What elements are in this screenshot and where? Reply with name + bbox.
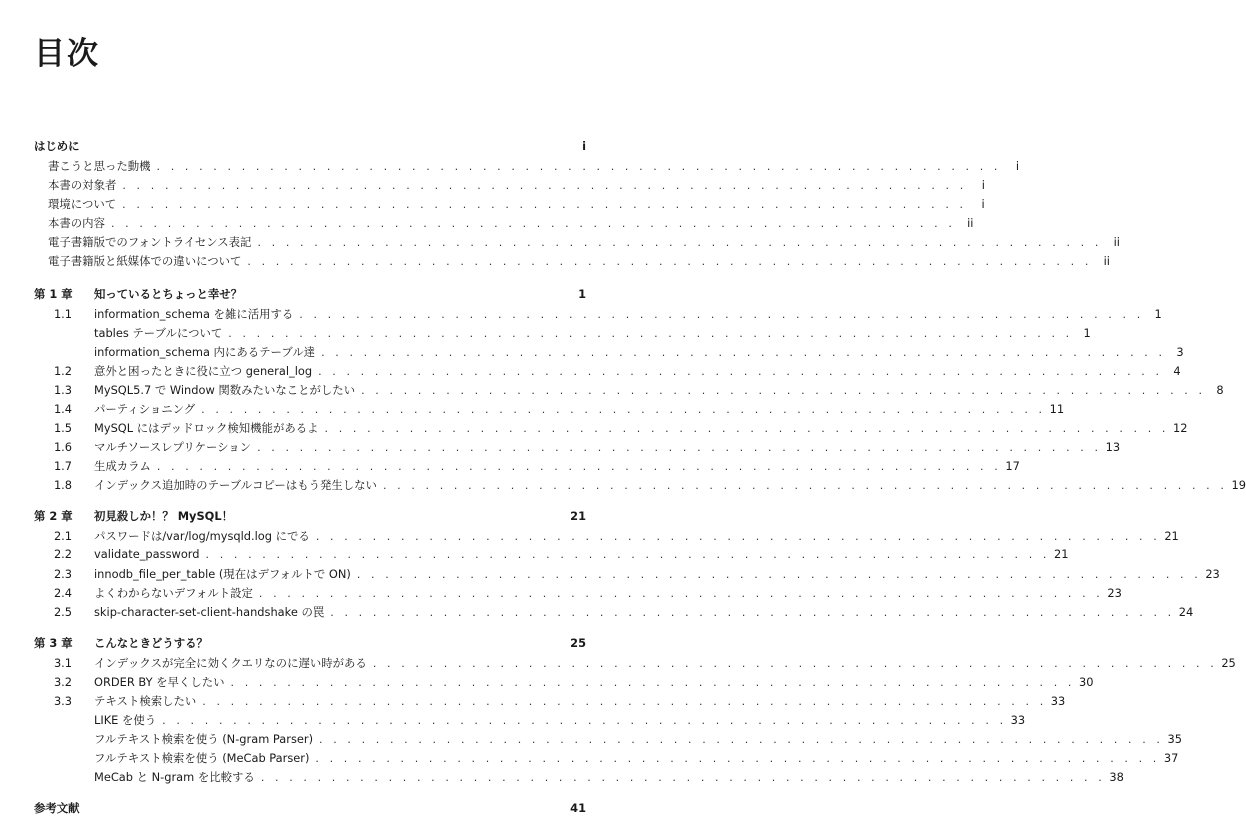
toc-entry[interactable] (34, 458, 1020, 477)
dot-leader: . . . . . . . . . . . . . . . . . . . . . . . . . . . . . . . . . . . . . . . . . . . . . . . . . . . . . . . . . . . . (315, 752, 1160, 765)
dot-leader: . . . . . . . . . . . . . . . . . . . . . . . . . . . . . . . . . . . . . . . . . . . . . . . . . . . . . . . . . . . . (201, 403, 1046, 416)
toc-entry-page: 21 (1054, 547, 1069, 561)
dot-leader: . . . . . . . . . . . . . . . . . . . . . . . . . . . . . . . . . . . . . . . . . . . . . . . . . . . . . . . . . . . . (321, 346, 1166, 359)
dot-leader: . . . . . . . . . . . . . . . . . . . . . . . . . . . . . . . . . . . . . . . . . . . . . . . . . . . . . . . . . . . . (382, 479, 1228, 492)
section-number: 2.2 (53, 547, 73, 561)
chapter-title: こんなときどうする？ (94, 636, 208, 650)
toc-entry-page: 25 (1221, 656, 1236, 670)
toc-entry-page: 8 (1216, 383, 1224, 397)
toc-entry-page: 38 (1109, 770, 1124, 784)
toc-chapter-heading[interactable] (34, 286, 586, 306)
toc-entry[interactable] (34, 547, 1069, 566)
toc-entry[interactable] (34, 344, 1184, 363)
toc-entry-references[interactable] (34, 800, 586, 820)
toc-entry[interactable] (34, 158, 1020, 177)
toc-entry-page: i (981, 197, 985, 211)
toc-entry-title: フルテキスト検索を使う (N-gram Parser) (94, 732, 314, 746)
toc-entry[interactable] (34, 750, 1179, 769)
toc-entry-page: i (981, 178, 985, 192)
toc-entry-page: 1 (1154, 307, 1162, 321)
toc-section-chapter-2 (34, 508, 1220, 623)
toc-entry-title: tables テーブルについて (94, 326, 223, 340)
toc-entry-title: インデックス追加時のテーブルコピーはもう発生しない (94, 478, 377, 492)
section-number: 1.8 (53, 478, 73, 492)
toc-entry-title: 本書の対象者 (48, 178, 117, 192)
dot-leader: . . . . . . . . . . . . . . . . . . . . . . . . . . . . . . . . . . . . . . . . . . . . . . . . . . . . . . . . . . . . (330, 606, 1175, 619)
toc-entry-page: 41 (570, 801, 586, 815)
chapter-title: 知っているとちょっと幸せ？ (94, 287, 243, 301)
toc-entry-title: パーティショニング (94, 402, 196, 416)
toc-entry-page: i (1015, 159, 1020, 173)
dot-leader: . . . . . . . . . . . . . . . . . . . . . . . . . . . . . . . . . . . . . . . . . . . . . . . . . . . . . . . . . . . . (318, 365, 1163, 378)
toc-entry[interactable] (34, 420, 1188, 439)
toc-entry-title: MeCab と N-gram を比較する (94, 770, 255, 784)
dot-leader: . . . . . . . . . . . . . . . . . . . . . . . . . . . . . . . . . . . . . . . . . . . . . . . . . . . . . . . . . . . . (162, 714, 1007, 727)
section-number: 1.5 (53, 421, 73, 435)
toc-entry[interactable] (34, 363, 1181, 382)
section-number: 2.3 (53, 567, 73, 581)
dot-leader: . . . . . . . . . . . . . . . . . . . . . . . . . . . . . . . . . . . . . . . . . . . . . . . . . . . . . . . . . . . . (361, 384, 1206, 397)
toc-entry-title: 意外と困ったときに役に立つ general_log (94, 364, 313, 378)
chapter-title: 初見殺しか！？ MySQL！ (94, 509, 233, 523)
toc-entry[interactable] (34, 477, 1246, 496)
toc-entry-title: information_schema を雑に活用する (94, 307, 294, 321)
dot-leader: . . . . . . . . . . . . . . . . . . . . . . . . . . . . . . . . . . . . . . . . . . . . . . . . . . . . . . . . . . . . (315, 530, 1161, 543)
section-number: 3.2 (53, 675, 73, 689)
toc-entry-page: 30 (1079, 675, 1094, 689)
toc-entry[interactable] (34, 439, 1121, 458)
toc-entry-page: ii (1103, 254, 1110, 268)
chapter-label: 第 1 章 (34, 287, 73, 301)
toc-entry-page: 37 (1163, 751, 1179, 765)
toc-entry-title: 生成カラム (94, 459, 151, 473)
toc-entry-title: skip-character-set-client-handshake の罠 (94, 605, 325, 619)
dot-leader: . . . . . . . . . . . . . . . . . . . . . . . . . . . . . . . . . . . . . . . . . . . . . . . . . . . . . . . . . . . . (299, 308, 1144, 321)
toc-entry-page: 33 (1010, 713, 1026, 727)
dot-leader: . . . . . . . . . . . . . . . . . . . . . . . . . . . . . . . . . . . . . . . . . . . . . . . . . . . . . . . . . . . . (324, 422, 1170, 435)
chapter-label: 第 2 章 (34, 509, 73, 523)
toc-entry-page: 21 (1164, 529, 1179, 543)
section-number: 3.1 (53, 656, 73, 670)
toc-entry-page: 25 (570, 636, 586, 650)
toc-entry-page: 21 (570, 509, 586, 523)
section-number: 3.3 (53, 694, 73, 708)
toc-entry-title: 環境について (48, 197, 117, 211)
page-title: 目次 (34, 36, 100, 72)
toc-entry-page: 11 (1049, 402, 1065, 416)
toc-entry-page: 13 (1105, 440, 1121, 454)
section-number: 1.3 (53, 383, 73, 397)
toc-entry-page: 1 (578, 287, 586, 301)
toc-entry[interactable] (34, 712, 1026, 731)
toc-entry-page: 23 (1107, 586, 1122, 600)
section-number: 1.4 (53, 402, 73, 416)
toc-entry-page: 12 (1173, 421, 1188, 435)
toc-entry[interactable] (34, 731, 1183, 750)
dot-leader: . . . . . . . . . . . . . . . . . . . . . . . . . . . . . . . . . . . . . . . . . . . . . . . . . . . . . . . . . . . . (372, 657, 1218, 670)
toc-entry-title: インデックスが完全に効くクエリなのに遅い時がある (94, 656, 367, 670)
toc-entry-page: 3 (1176, 345, 1184, 359)
toc-entry-title: よくわからないデフォルト設定 (94, 586, 253, 600)
section-number: 2.1 (53, 529, 73, 543)
table-of-contents (34, 138, 1246, 832)
toc-entry[interactable] (34, 401, 1065, 420)
toc-entry[interactable] (34, 215, 974, 234)
toc-entry[interactable] (34, 234, 1120, 253)
toc-section-intro (34, 138, 1120, 272)
toc-entry[interactable] (34, 566, 1220, 585)
dot-leader: . . . . . . . . . . . . . . . . . . . . . . . . . . . . . . . . . . . . . . . . . . . . . . . . . . . . . . . . . . . . (122, 179, 967, 192)
dot-leader: . . . . . . . . . . . . . . . . . . . . . . . . . . . . . . . . . . . . . . . . . . . . . . . . . . . . . . . . . . . . (205, 548, 1051, 561)
dot-leader: . . . . . . . . . . . . . . . . . . . . . . . . . . . . . . . . . . . . . . . . . . . . . . . . . . . . . . . . . . . . (257, 236, 1102, 249)
toc-entry-page: ii (1113, 235, 1120, 249)
toc-entry-title: MySQL5.7 で Window 関数みたいなことがしたい (94, 383, 356, 397)
toc-entry-page: 4 (1173, 364, 1181, 378)
dot-leader: . . . . . . . . . . . . . . . . . . . . . . . . . . . . . . . . . . . . . . . . . . . . . . . . . . . . . . . . . . . . (122, 198, 967, 211)
toc-entry[interactable] (34, 585, 1122, 604)
toc-entry-title: パスワードは/var/log/mysqld.log にでる (94, 529, 310, 543)
section-number: 2.4 (53, 586, 73, 600)
toc-entry-page: i (582, 139, 586, 153)
toc-entry-page: 1 (1083, 326, 1091, 340)
dot-leader: . . . . . . . . . . . . . . . . . . . . . . . . . . . . . . . . . . . . . . . . . . . . . . . . . . . . . . . . . . . . (258, 587, 1104, 600)
toc-entry[interactable] (34, 528, 1179, 547)
dot-leader: . . . . . . . . . . . . . . . . . . . . . . . . . . . . . . . . . . . . . . . . . . . . . . . . . . . . . . . . . . . . (319, 733, 1164, 746)
toc-section-references (34, 800, 586, 820)
toc-entry-title: 本書の内容 (48, 216, 105, 230)
section-number: 1.7 (53, 459, 73, 473)
dot-leader: . . . . . . . . . . . . . . . . . . . . . . . . . . . . . . . . . . . . . . . . . . . . . . . . . . . . . . . . . . . . (247, 255, 1092, 268)
section-number: 1.6 (53, 440, 73, 454)
toc-chapter-heading[interactable] (34, 635, 586, 655)
toc-entry[interactable] (34, 769, 1124, 788)
toc-entry-page: 23 (1205, 567, 1220, 581)
dot-leader: . . . . . . . . . . . . . . . . . . . . . . . . . . . . . . . . . . . . . . . . . . . . . . . . . . . . . . . . . . . . (156, 160, 1002, 173)
dot-leader: . . . . . . . . . . . . . . . . . . . . . . . . . . . . . . . . . . . . . . . . . . . . . . . . . . . . . . . . . . . . (230, 676, 1075, 689)
dot-leader: . . . . . . . . . . . . . . . . . . . . . . . . . . . . . . . . . . . . . . . . . . . . . . . . . . . . . . . . . . . . (356, 568, 1202, 581)
toc-entry[interactable] (34, 382, 1224, 401)
toc-entry-title: 参考文献 (34, 801, 80, 815)
toc-entry-title: MySQL にはデッドロック検知機能があるよ (94, 421, 319, 435)
toc-entry-title: 電子書籍版でのフォントライセンス表記 (48, 235, 252, 249)
toc-entry-title: テキスト検索したい (94, 694, 197, 708)
toc-entry-title: はじめに (34, 139, 80, 153)
dot-leader: . . . . . . . . . . . . . . . . . . . . . . . . . . . . . . . . . . . . . . . . . . . . . . . . . . . . . . . . . . . . (202, 695, 1047, 708)
toc-entry-title: information_schema 内にあるテーブル達 (94, 345, 316, 359)
toc-entry-title: フルテキスト検索を使う (MeCab Parser) (94, 751, 310, 765)
toc-entry-page: 33 (1050, 694, 1066, 708)
toc-entry-page: 35 (1167, 732, 1183, 746)
toc-entry-page: 19 (1231, 478, 1246, 492)
toc-entry[interactable] (34, 196, 985, 215)
toc-entry-title: ORDER BY を早くしたい (94, 675, 225, 689)
section-number: 1.1 (53, 307, 73, 321)
toc-entry[interactable] (34, 325, 1091, 344)
dot-leader: . . . . . . . . . . . . . . . . . . . . . . . . . . . . . . . . . . . . . . . . . . . . . . . . . . . . . . . . . . . . (228, 327, 1073, 340)
toc-entry-page: ii (967, 216, 974, 230)
chapter-label: 第 3 章 (34, 636, 73, 650)
toc-entry[interactable] (34, 177, 985, 196)
toc-chapter-heading[interactable] (34, 508, 586, 528)
toc-entry-page: 24 (1178, 605, 1194, 619)
toc-entry[interactable] (34, 306, 1162, 325)
dot-leader: . . . . . . . . . . . . . . . . . . . . . . . . . . . . . . . . . . . . . . . . . . . . . . . . . . . . . . . . . . . . (257, 441, 1102, 454)
section-number: 1.2 (53, 364, 73, 378)
toc-entry[interactable] (34, 655, 1236, 674)
toc-entry[interactable] (34, 693, 1066, 712)
toc-entry-title: innodb_file_per_table (現在はデフォルトで ON) (94, 567, 351, 581)
toc-entry[interactable] (34, 604, 1194, 623)
dot-leader: . . . . . . . . . . . . . . . . . . . . . . . . . . . . . . . . . . . . . . . . . . . . . . . . . . . . . . . . . . . . (260, 771, 1106, 784)
section-number: 2.5 (53, 605, 73, 619)
toc-entry-title: validate_password (94, 547, 200, 561)
toc-section-chapter-1 (34, 286, 1246, 496)
toc-entry[interactable] (34, 253, 1110, 272)
toc-entry[interactable] (34, 674, 1094, 693)
toc-entry-title: 書こうと思った動機 (48, 159, 151, 173)
toc-entry-title: マルチソースレプリケーション (94, 440, 252, 454)
dot-leader: . . . . . . . . . . . . . . . . . . . . . . . . . . . . . . . . . . . . . . . . . . . . . . . . . . . . . . . . . . . . (156, 460, 1002, 473)
toc-section-chapter-3 (34, 635, 1236, 788)
toc-entry-intro[interactable] (34, 138, 586, 158)
toc-entry-title: LIKE を使う (94, 713, 157, 727)
toc-entry-page: 17 (1005, 459, 1020, 473)
dot-leader: . . . . . . . . . . . . . . . . . . . . . . . . . . . . . . . . . . . . . . . . . . . . . . . . . . . . . . . . . . . . (110, 217, 956, 230)
toc-entry-title: 電子書籍版と紙媒体での違いについて (48, 254, 242, 268)
